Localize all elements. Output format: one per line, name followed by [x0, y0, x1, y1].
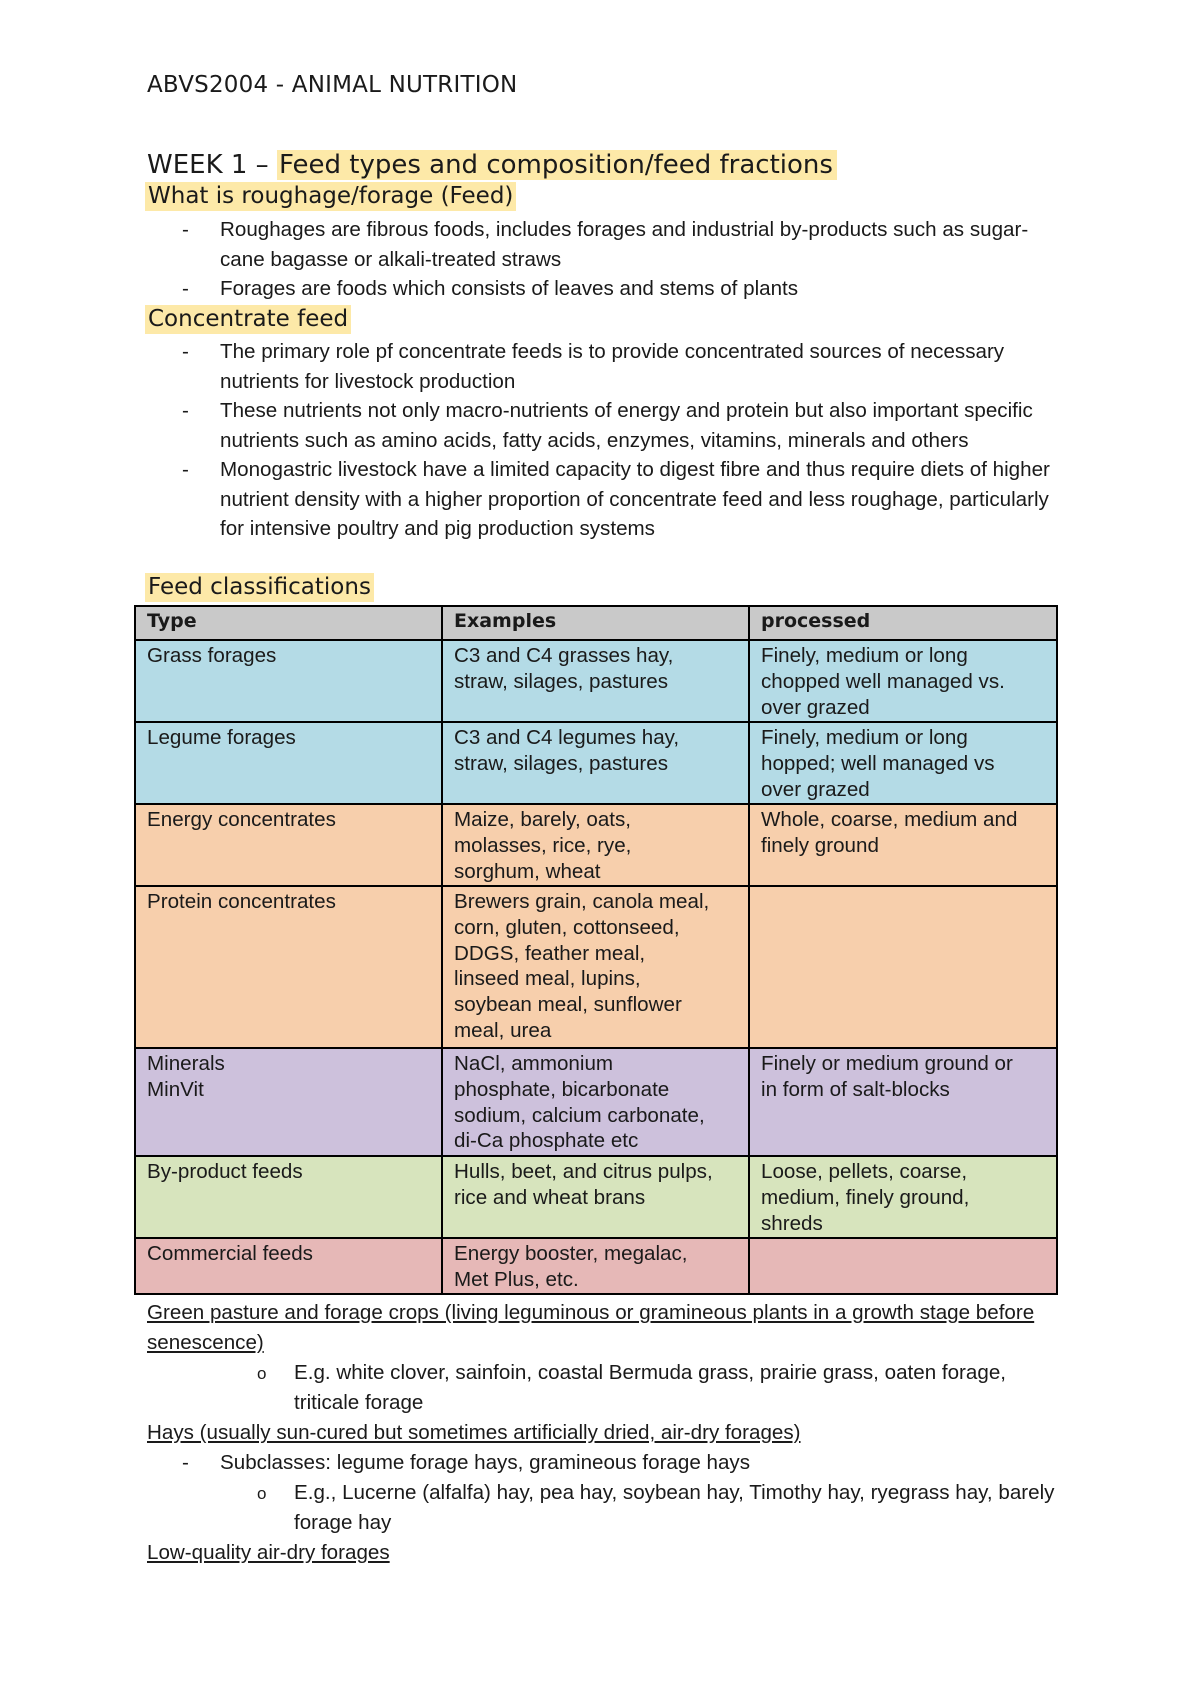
cell-text-line: hopped; well managed vs [761, 751, 995, 775]
column-header-examples: Examples [442, 606, 749, 640]
cell-text-line: Maize, barely, oats, [454, 808, 632, 831]
cell-text-line: Grass forages [147, 644, 277, 667]
bullet-text: Subclasses: legume forage hays, gramineous forage hays [220, 1451, 751, 1474]
cell-text-line: Finely, medium or long [761, 644, 968, 667]
roughage-bullets [147, 215, 1067, 304]
cell-text-line: sorghum, wheat [454, 859, 601, 883]
cell-text-line: corn, gluten, cottonseed, [454, 915, 680, 939]
cell-type [135, 1156, 442, 1238]
list-item [147, 396, 1067, 455]
cell-text-line: Minerals [147, 1052, 225, 1075]
dash-bullet: - [182, 399, 189, 422]
table-row [135, 1156, 1057, 1238]
table-row [135, 804, 1057, 886]
cell-processed [749, 1238, 1057, 1294]
cell-text-line: Commercial feeds [147, 1242, 313, 1265]
cell-text-line: Finely or medium ground or [761, 1052, 1013, 1075]
week-title: Feed types and composition/feed fractions [277, 150, 837, 180]
cell-text-line: Hulls, beet, and citrus pulps, [454, 1160, 713, 1183]
cell-text-line: MinVit [147, 1077, 204, 1101]
bullet-text: E.g. white clover, sainfoin, coastal Bermuda grass, prairie grass, oaten forage, triticale forage [294, 1361, 1006, 1414]
roughage-heading: What is roughage/forage (Feed) [145, 182, 516, 211]
green-pasture-heading: Green pasture and forage crops (living leguminous or gramineous plants in a growth stage before senescence) [147, 1301, 1035, 1354]
cell-text-line: Energy concentrates [147, 808, 336, 831]
cell-text-line: Brewers grain, canola meal, [454, 890, 710, 913]
bullet-text: E.g., Lucerne (alfalfa) hay, pea hay, soybean hay, Timothy hay, ryegrass hay, barely forage hay [294, 1481, 1055, 1534]
cell-text-line: NaCl, ammonium [454, 1052, 614, 1075]
cell-type [135, 1048, 442, 1156]
cell-text-line: DDGS, feather meal, [454, 941, 646, 965]
list-item [147, 1358, 1067, 1418]
cell-text-line: molasses, rice, rye, [454, 833, 632, 857]
cell-type [135, 886, 442, 1048]
cell-text-line: Energy booster, megalac, [454, 1242, 688, 1265]
table-row [135, 1238, 1057, 1294]
forage-sections [147, 1298, 1067, 1568]
cell-text-line: Protein concentrates [147, 890, 336, 913]
cell-examples [442, 804, 749, 886]
cell-text-line: meal, urea [454, 1018, 552, 1042]
cell-text-line: straw, silages, pastures [454, 669, 669, 693]
cell-text-line: Finely, medium or long [761, 726, 968, 749]
cell-type [135, 640, 442, 722]
cell-text-line: linseed meal, lupins, [454, 967, 641, 991]
week-heading [147, 148, 837, 182]
cell-text-line: rice and wheat brans [454, 1185, 646, 1209]
circle-bullet: o [257, 1364, 267, 1383]
cell-type [135, 1238, 442, 1294]
dash-bullet: - [182, 277, 189, 300]
classifications-heading: Feed classifications [145, 573, 374, 602]
cell-text-line: Whole, coarse, medium and [761, 808, 1018, 831]
hays-heading: Hays (usually sun-cured but sometimes artificially dried, air-dry forages) [147, 1421, 801, 1444]
cell-examples [442, 640, 749, 722]
column-header-processed: processed [749, 606, 1057, 640]
table-row [135, 722, 1057, 804]
cell-processed [749, 722, 1057, 804]
bullet-text: These nutrients not only macro-nutrients of energy and protein but also important specific nutrients such as amino acids, fatty acids, enzymes, vitamins, minerals and others [220, 399, 1033, 452]
dash-bullet: - [182, 458, 189, 481]
cell-text-line: chopped well managed vs. [761, 669, 1005, 693]
cell-text-line: shreds [761, 1211, 823, 1235]
week-prefix: WEEK 1 – [147, 150, 277, 180]
list-item [147, 1478, 1067, 1538]
cell-text-line: finely ground [761, 833, 879, 857]
list-item [147, 274, 1067, 304]
cell-type [135, 722, 442, 804]
dash-bullet: - [182, 218, 189, 241]
cell-processed [749, 640, 1057, 722]
dash-bullet: - [182, 340, 189, 363]
bullet-text: The primary role pf concentrate feeds is to provide concentrated sources of necessary nutrients for livestock production [220, 340, 1005, 393]
cell-text-line: medium, finely ground, [761, 1185, 970, 1209]
column-header-type: Type [135, 606, 442, 640]
cell-text-line: sodium, calcium carbonate, [454, 1103, 705, 1127]
cell-text-line: Met Plus, etc. [454, 1267, 579, 1291]
table-header-row [135, 606, 1057, 640]
bullet-text: Roughages are fibrous foods, includes forages and industrial by-products such as sugar-cane bagasse or alkali-treated straws [220, 218, 1029, 271]
cell-text-line: di-Ca phosphate etc [454, 1129, 639, 1153]
cell-examples [442, 1048, 749, 1156]
cell-processed [749, 804, 1057, 886]
list-item [147, 1448, 1067, 1478]
cell-text-line: over grazed [761, 695, 870, 719]
cell-examples [442, 1156, 749, 1238]
cell-text-line: C3 and C4 legumes hay, [454, 726, 680, 749]
concentrate-bullets [147, 337, 1067, 544]
bullet-text: Forages are foods which consists of leaves and stems of plants [220, 277, 799, 300]
cell-text-line: soybean meal, sunflower [454, 993, 682, 1017]
cell-examples [442, 1238, 749, 1294]
table-row [135, 886, 1057, 1048]
cell-examples [442, 886, 749, 1048]
cell-text-line: By-product feeds [147, 1160, 303, 1183]
feed-classification-table [134, 605, 1058, 1295]
concentrate-heading: Concentrate feed [145, 305, 351, 334]
cell-text-line: straw, silages, pastures [454, 751, 669, 775]
cell-text-line: in form of salt-blocks [761, 1077, 950, 1101]
cell-text-line: Legume forages [147, 726, 296, 749]
list-item [147, 215, 1067, 274]
low-quality-heading: Low-quality air-dry forages [147, 1541, 390, 1564]
dash-bullet: - [182, 1451, 189, 1474]
bullet-text: Monogastric livestock have a limited capacity to digest fibre and thus require diets of higher nutrient density with a higher proportion of concentrate feed and less roughage, particularly for intensive poultry and pig production systems [220, 458, 1050, 540]
cell-examples [442, 722, 749, 804]
cell-type [135, 804, 442, 886]
list-item [147, 337, 1067, 396]
cell-text-line: Loose, pellets, coarse, [761, 1160, 968, 1183]
circle-bullet: o [257, 1484, 267, 1503]
cell-processed [749, 886, 1057, 1048]
cell-processed [749, 1156, 1057, 1238]
document-title: ABVS2004 - ANIMAL NUTRITION [147, 72, 518, 98]
cell-processed [749, 1048, 1057, 1156]
list-item [147, 455, 1067, 544]
cell-text-line: C3 and C4 grasses hay, [454, 644, 674, 667]
cell-text-line: phosphate, bicarbonate [454, 1077, 670, 1101]
table-row [135, 640, 1057, 722]
cell-text-line: over grazed [761, 777, 870, 801]
table-row [135, 1048, 1057, 1156]
